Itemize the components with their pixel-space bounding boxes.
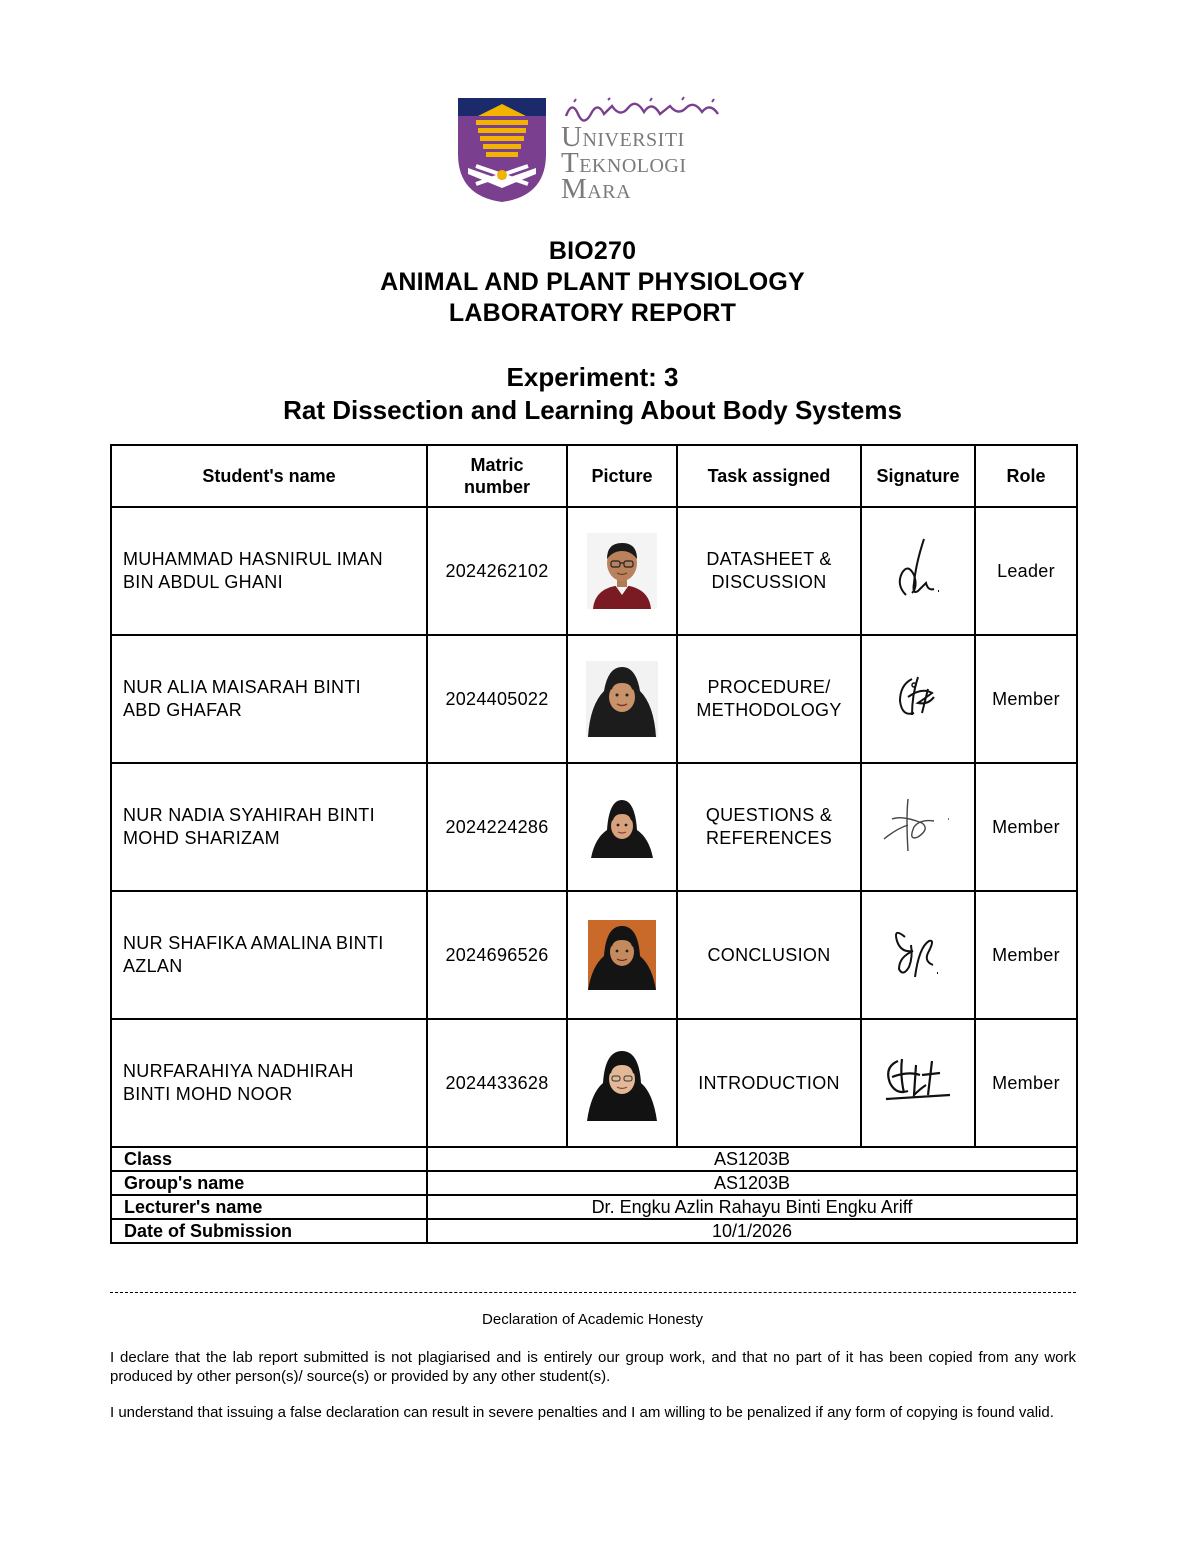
student-name-line-1: NUR SHAFIKA AMALINA BINTI — [123, 933, 384, 953]
table-row — [111, 507, 1077, 635]
info-row-group — [111, 1171, 1077, 1195]
divider — [110, 1292, 1076, 1295]
info-row-class — [111, 1147, 1077, 1171]
task-line-2: REFERENCES — [705, 828, 833, 848]
task-assigned — [677, 763, 861, 891]
logo-line-3: Mara — [561, 173, 632, 205]
declaration-paragraph-1: I declare that the lab report submitted is not plagiarised and is entirely our group work, and that no part of it has been copied from any work produced by other person(s)/ source(s) or provided by any other student(s). — [110, 1349, 1076, 1385]
student-signature — [861, 1019, 975, 1147]
task-assigned — [677, 891, 861, 1019]
student-role: Member — [975, 1019, 1077, 1147]
report-type: LABORATORY REPORT — [448, 299, 737, 327]
student-role: Leader — [975, 507, 1077, 635]
student-photo-icon — [588, 920, 656, 990]
experiment-heading — [0, 361, 1185, 427]
class-value: AS1203B — [427, 1147, 1077, 1171]
student-name — [111, 763, 427, 891]
course-code: BIO270 — [548, 237, 637, 265]
table-row — [111, 1019, 1077, 1147]
student-name-line-2: MOHD SHARIZAM — [123, 828, 280, 848]
info-row-date — [111, 1219, 1077, 1243]
table-row — [111, 635, 1077, 763]
student-picture — [567, 635, 677, 763]
student-signature — [861, 763, 975, 891]
signature-icon — [878, 789, 958, 859]
experiment-number: Experiment: 3 — [506, 362, 679, 392]
jawi-script-logo — [562, 96, 722, 122]
matric-number: 2024262102 — [427, 507, 567, 635]
header-task: Task assigned — [677, 445, 861, 507]
student-name-line-1: NUR ALIA MAISARAH BINTI — [123, 677, 361, 697]
signature-icon — [883, 917, 953, 987]
header-matric-line-2: number — [463, 477, 530, 497]
student-photo-icon — [585, 1045, 659, 1121]
header-picture: Picture — [567, 445, 677, 507]
task-line-1: DATASHEET & — [706, 549, 832, 569]
student-role: Member — [975, 763, 1077, 891]
table-row — [111, 763, 1077, 891]
report-title — [0, 236, 1185, 329]
course-name: ANIMAL AND PLANT PHYSIOLOGY — [380, 268, 805, 296]
class-label: Class — [111, 1147, 427, 1171]
task-line-1: INTRODUCTION — [698, 1072, 840, 1093]
lecturer-label: Lecturer's name — [111, 1195, 427, 1219]
student-name-line-2: BINTI MOHD NOOR — [123, 1084, 293, 1104]
date-label: Date of Submission — [111, 1219, 427, 1243]
university-logo — [456, 96, 726, 206]
matric-number: 2024433628 — [427, 1019, 567, 1147]
student-role: Member — [975, 891, 1077, 1019]
matric-number: 2024696526 — [427, 891, 567, 1019]
declaration-title: Declaration of Academic Honesty — [482, 1311, 703, 1328]
group-value: AS1203B — [427, 1171, 1077, 1195]
university-name — [561, 121, 731, 205]
task-line-2: DISCUSSION — [711, 572, 827, 592]
student-name-line-2: AZLAN — [123, 956, 183, 976]
info-row-lecturer — [111, 1195, 1077, 1219]
task-line-1: PROCEDURE/ — [707, 677, 831, 697]
table-header-row — [111, 445, 1077, 507]
matric-number: 2024224286 — [427, 763, 567, 891]
logo-line-2: Teknologi — [561, 147, 687, 179]
student-signature — [861, 635, 975, 763]
header-matric-line-1: Matric — [470, 455, 524, 475]
table-row — [111, 891, 1077, 1019]
student-picture — [567, 763, 677, 891]
task-assigned — [677, 507, 861, 635]
student-name-line-1: NUR NADIA SYAHIRAH BINTI — [123, 805, 375, 825]
signature-icon — [888, 533, 948, 603]
student-picture — [567, 891, 677, 1019]
group-label: Group's name — [111, 1171, 427, 1195]
task-assigned — [677, 635, 861, 763]
header-matric — [427, 445, 567, 507]
task-line-1: QUESTIONS & — [705, 805, 833, 825]
student-name — [111, 1019, 427, 1147]
student-name-line-1: MUHAMMAD HASNIRUL IMAN — [123, 549, 383, 569]
task-assigned — [677, 1019, 861, 1147]
student-name — [111, 507, 427, 635]
task-line-2: METHODOLOGY — [696, 700, 842, 720]
logo-line-1: Universiti — [561, 121, 685, 153]
student-role: Member — [975, 635, 1077, 763]
experiment-title: Rat Dissection and Learning About Body Systems — [283, 395, 902, 425]
student-photo-icon — [586, 661, 658, 737]
signature-icon — [878, 1045, 958, 1115]
task-line-1: CONCLUSION — [707, 944, 831, 965]
student-signature — [861, 507, 975, 635]
student-name — [111, 635, 427, 763]
declaration-paragraph-2: I understand that issuing a false declaration can result in severe penalties and I am willing to be penalized if any form of copying is found valid. — [110, 1404, 1054, 1421]
lecturer-value: Dr. Engku Azlin Rahayu Binti Engku Ariff — [427, 1195, 1077, 1219]
student-photo-icon — [589, 796, 655, 858]
student-picture — [567, 507, 677, 635]
student-name — [111, 891, 427, 1019]
signature-icon — [888, 661, 948, 731]
student-signature — [861, 891, 975, 1019]
student-picture — [567, 1019, 677, 1147]
student-name-line-2: ABD GHAFAR — [123, 700, 243, 720]
header-signature: Signature — [861, 445, 975, 507]
header-role: Role — [975, 445, 1077, 507]
student-photo-icon — [587, 533, 657, 609]
matric-number: 2024405022 — [427, 635, 567, 763]
header-name: Student's name — [111, 445, 427, 507]
uitm-crest-icon — [456, 96, 548, 204]
student-name-line-1: NURFARAHIYA NADHIRAH — [123, 1061, 354, 1081]
student-table — [110, 444, 1078, 1244]
student-name-line-2: BIN ABDUL GHANI — [123, 572, 283, 592]
date-value: 10/1/2026 — [427, 1219, 1077, 1243]
